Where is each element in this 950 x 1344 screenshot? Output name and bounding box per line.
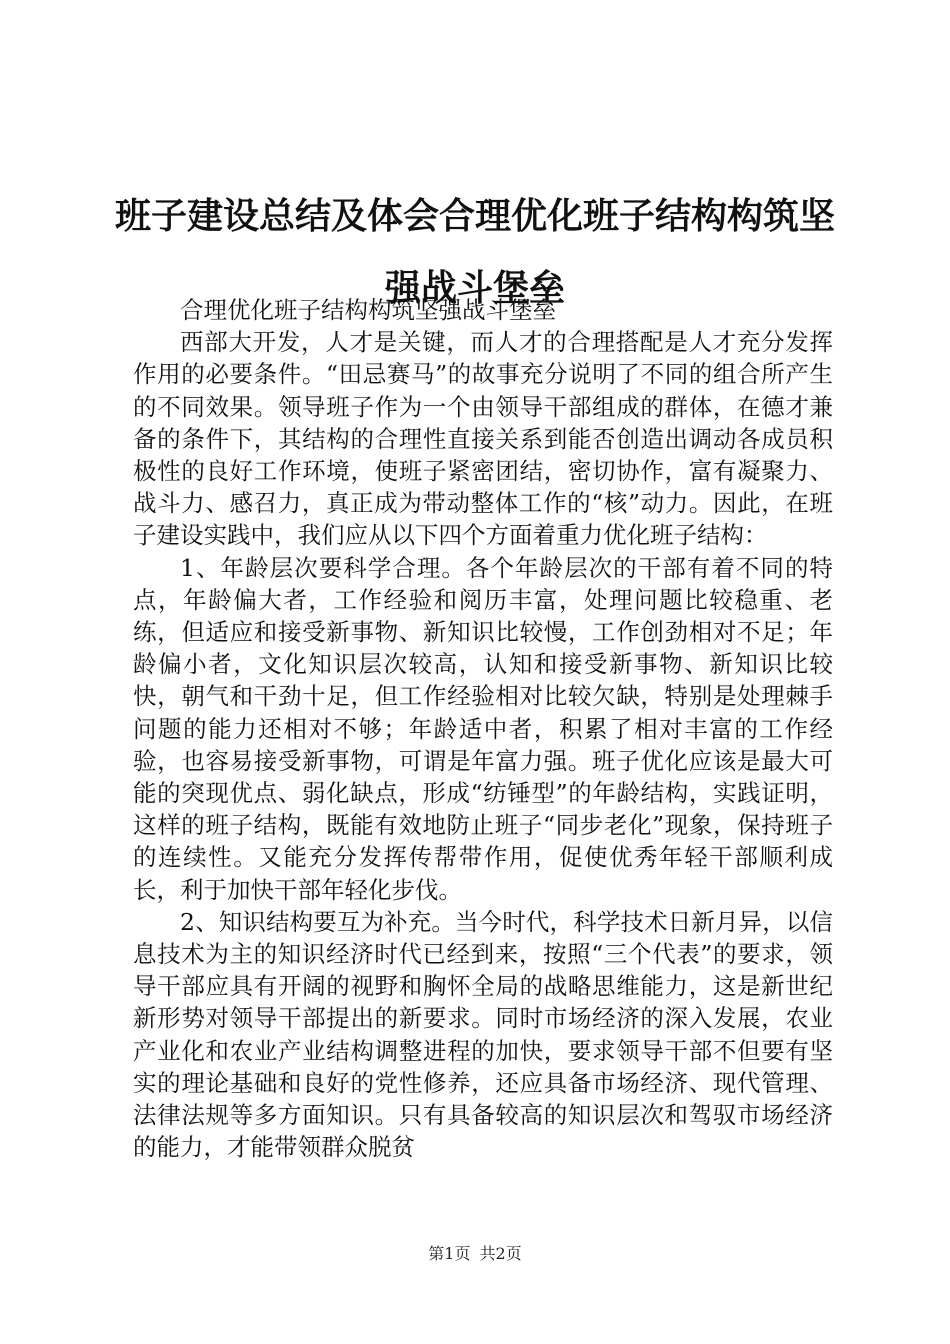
page-total: 共2页 <box>479 1244 522 1263</box>
subtitle-paragraph: 合理优化班子结构构筑坚强战斗堡垒 <box>180 296 556 324</box>
section-2-paragraph: 2、知识结构要互为补充。当今时代，科学技术日新月异，以信息技术为主的知识经济时代已经到来，按照“三个代表”的要求，领导干部应具有开阔的视野和胸怀全局的战略思维能力，这是新世纪新形势对领导干部提出的新要求。同时市场经济的深入发展，农业产业化和农业产业结构调整进程的加快，要求领导干部不但要有坚实的理论基础和良好的党性修养，还应具备市场经济、现代管理、法律法规等多方面知识。只有具备较高的知识层次和驾驭市场经济的能力，才能带领群众脱贫 <box>133 907 833 1162</box>
page-number: 第1页 <box>428 1244 471 1263</box>
section-1-paragraph: 1、年龄层次要科学合理。各个年龄层次的干部有着不同的特点，年龄偏大者，工作经验和阅历丰富，处理问题比较稳重、老练，但适应和接受新事物、新知识比较慢，工作创劲相对不足；年龄偏小者，文化知识层次较高，认知和接受新事物、新知识比较快，朝气和干劲十足，但工作经验相对比较欠缺，特别是处理棘手问题的能力还相对不够；年龄适中者，积累了相对丰富的工作经验，也容易接受新事物，可谓是年富力强。班子优化应该是最大可能的突现优点、弱化缺点，形成“纺锤型”的年龄结构，实践证明，这样的班子结构，既能有效地防止班子“同步老化”现象，保持班子的连续性。又能充分发挥传帮带作用，促使优秀年轻干部顺利成长，利于加快干部年轻化步伐。 <box>133 553 833 904</box>
document-title: 班子建设总结及体会合理优化班子结构构筑坚强战斗堡垒 <box>114 195 835 309</box>
page-footer <box>0 1244 950 1264</box>
document-body <box>133 294 833 1163</box>
intro-paragraph: 西部大开发，人才是关键，而人才的合理搭配是人才充分发挥作用的必要条件。“田忌赛马”的故事充分说明了不同的组合所产生的不同效果。领导班子作为一个由领导干部组成的群体，在德才兼备的条件下，其结构的合理性直接关系到能否创造出调动各成员积极性的良好工作环境，使班子紧密团结，密切协作，富有凝聚力、战斗力、感召力，真正成为带动整体工作的“核”动力。因此，在班子建设实践中，我们应从以下四个方面着重力优化班子结构： <box>133 328 833 550</box>
